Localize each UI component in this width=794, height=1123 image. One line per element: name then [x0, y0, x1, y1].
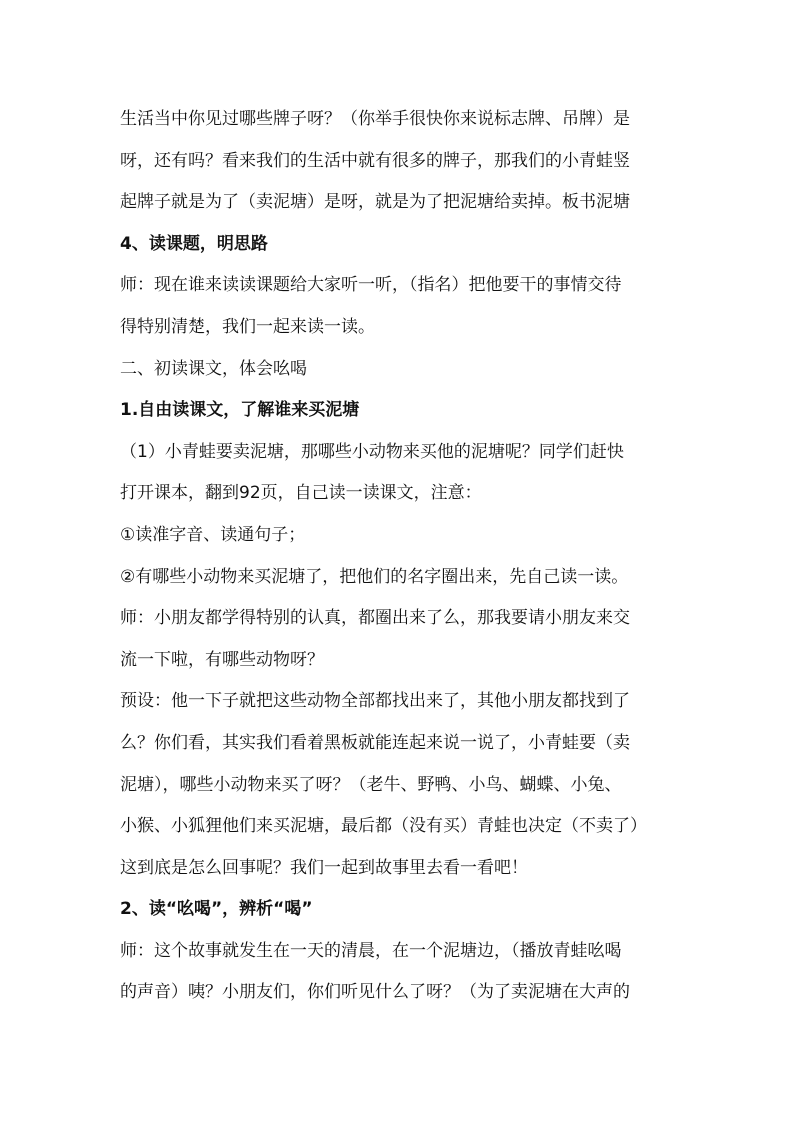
document-body — [120, 99, 680, 1014]
subsection-heading: 2、读“吆喝”，辨析“喝” — [120, 899, 313, 920]
text-line: 流一下啦，有哪些动物呀？ — [120, 649, 324, 670]
subsection-heading: 1.自由读课文，了解谁来买泥塘 — [120, 400, 360, 421]
list-item: ①读准字音、读通句子； — [120, 524, 306, 545]
text-line: 打开课本，翻到92页，自己读一读课文，注意： — [120, 483, 482, 504]
text-line: 师：小朋友都学得特别的认真，都圈出来了么，那我要请小朋友来交 — [120, 608, 630, 629]
text-line: 这到底是怎么回事呢？我们一起到故事里去看一看吧！ — [120, 857, 528, 878]
text-line: 得特别清楚，我们一起来读一读。 — [120, 316, 375, 337]
text-line: 么？你们看，其实我们看着黑板就能连起来说一说了，小青蛙要（卖 — [120, 732, 630, 753]
text-line: 师：这个故事就发生在一天的清晨，在一个泥塘边，（播放青蛙吆喝 — [120, 940, 622, 961]
section-heading: 二、初读课文，体会吆喝 — [120, 358, 307, 379]
text-line: 泥塘），哪些小动物来买了呀？（老牛、野鸭、小鸟、蝴蝶、小兔、 — [120, 774, 622, 795]
text-line: 师：现在谁来读读课题给大家听一听，（指名）把他要干的事情交待 — [120, 275, 622, 296]
text-line: （1）小青蛙要卖泥塘，那哪些小动物来买他的泥塘呢？同学们赶快 — [120, 441, 624, 462]
text-line: 的声音）咦？小朋友们，你们听见什么了呀？（为了卖泥塘在大声的 — [120, 982, 630, 1003]
section-heading: 4、读课题，明思路 — [120, 233, 268, 254]
text-line: 生活当中你见过哪些牌子呀？（你举手很快你来说标志牌、吊牌）是 — [120, 109, 630, 129]
text-line: 起牌子就是为了（卖泥塘）是呀，就是为了把泥塘给卖掉。板书泥塘 — [120, 192, 630, 213]
text-line: 呀，还有吗？看来我们的生活中就有很多的牌子，那我们的小青蛙竖 — [120, 150, 630, 171]
text-line: 小猴、小狐狸他们来买泥塘，最后都（没有买）青蛙也决定（不卖了） — [120, 816, 647, 837]
list-item: ②有哪些小动物来买泥塘了，把他们的名字圈出来，先自己读一读。 — [120, 566, 629, 587]
text-line: 预设：他一下子就把这些动物全部都找出来了，其他小朋友都找到了 — [120, 691, 630, 712]
